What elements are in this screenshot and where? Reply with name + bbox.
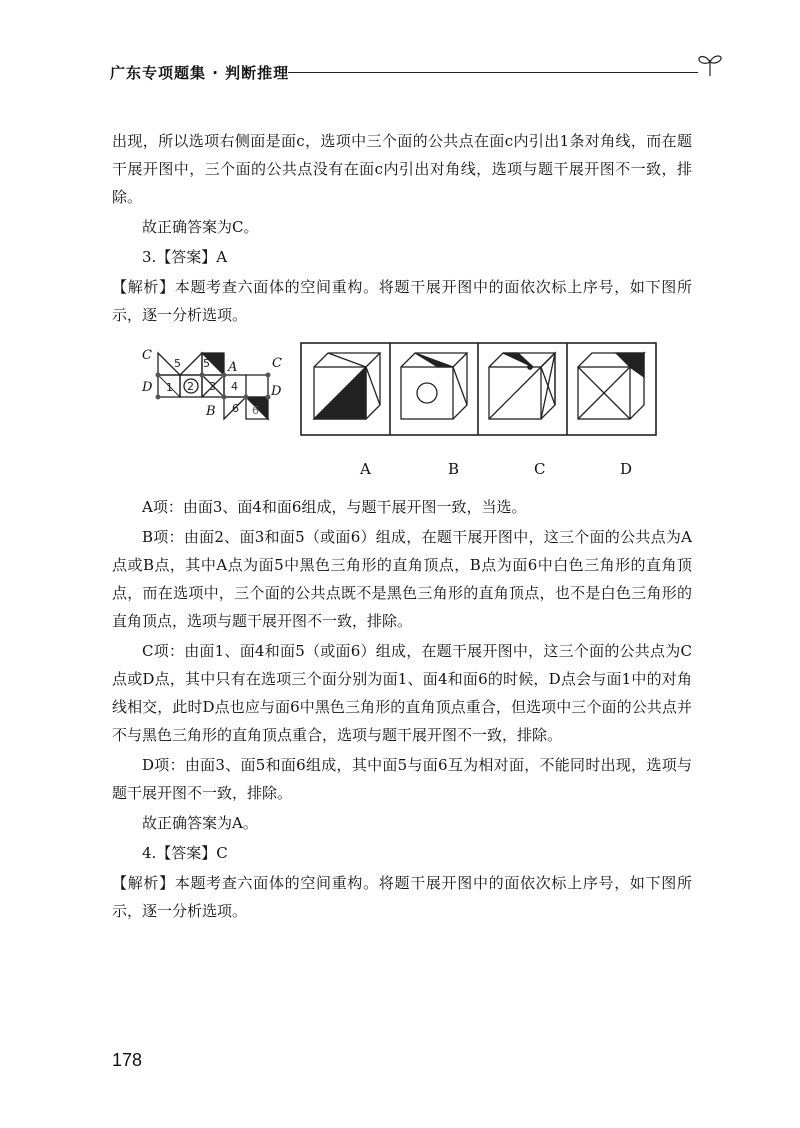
net-face-number: 5 xyxy=(203,357,210,370)
question-3-answer: 3.【答案】A xyxy=(142,248,228,266)
option-c-analysis: C项：由面1、面4和面5（或面6）组成，在题干展开图中，这三个面的公共点为C点或D点，其中只有在选项三个面分别为面1、面4和面6的时候，D点会与面1中的对角线相交，此时D点也应与面6中黑色三角形的直角顶点重合，但选项中三个面的公共点并不与黑色三角形的直角顶点重合，选项与题干展开图不一致，排除。 xyxy=(112,642,692,744)
option-a-analysis: A项：由面3、面4和面6组成，与题干展开图一致，当选。 xyxy=(142,498,527,516)
cube-figure xyxy=(112,337,692,487)
page-content xyxy=(112,127,692,927)
option-labels xyxy=(112,455,692,479)
option-a-cube xyxy=(314,353,380,419)
option-b-cube xyxy=(401,353,467,419)
question-4-analysis: 【解析】本题考查六面体的空间重构。将题干展开图中的面依次标上序号，如下图所示，逐一分析选项。 xyxy=(112,874,692,920)
net-point-label: A xyxy=(228,360,238,375)
net-face-number: 5 xyxy=(174,357,181,370)
question-4-answer: 4.【答案】C xyxy=(142,844,228,862)
header-rule xyxy=(288,72,698,73)
net-face-number: 1 xyxy=(166,381,173,394)
option-label-d: D xyxy=(620,460,633,478)
net-point-label: B xyxy=(206,404,216,419)
leaf-icon xyxy=(695,48,725,78)
answer-line-c: 故正确答案为C。 xyxy=(142,218,259,236)
cube-net-and-options xyxy=(138,337,698,447)
option-label-c: C xyxy=(534,460,546,478)
net-face-number: 2 xyxy=(187,380,194,393)
net-face-number: 3 xyxy=(209,380,216,393)
paragraph-continuation: 出现，所以选项右侧面是面c，选项中三个面的公共点在面c内引出1条对角线，而在题干展开图中，三个面的公共点没有在面c内引出对角线，选项与题干展开图不一致，排除。 xyxy=(112,132,692,206)
net-point-label: D xyxy=(142,380,153,395)
option-label-b: B xyxy=(448,460,460,478)
option-c-cube xyxy=(489,353,555,419)
option-d-analysis: D项：由面3、面5和面6组成，其中面5与面6互为相对面，不能同时出现，选项与题干展开图不一致，排除。 xyxy=(112,756,692,802)
net-face-number: 4 xyxy=(231,380,238,393)
question-3-analysis: 【解析】本题考查六面体的空间重构。将题干展开图中的面依次标上序号，如下图所示，逐一分析选项。 xyxy=(112,278,692,324)
option-label-a: A xyxy=(360,460,371,478)
page-header xyxy=(110,58,720,88)
page-number: 178 xyxy=(112,1050,143,1070)
option-b-analysis: B项：由面2、面3和面5（或面6）组成，在题干展开图中，这三个面的公共点为A点或B点，其中A点为面5中黑色三角形的直角顶点，B点为面6中白色三角形的直角顶点，而在选项中，三个面的公共点既不是黑色三角形的直角顶点，也不是白色三角形的直角顶点，选项与题干展开图不一致，排除。 xyxy=(112,528,692,630)
net-point-label: C xyxy=(142,348,152,363)
net-face-number: 6 xyxy=(232,402,239,415)
net-point-label: D xyxy=(271,384,282,399)
option-d-cube xyxy=(578,353,644,419)
net-face-number: 6 xyxy=(252,404,259,417)
header-title: 广东专项题集 · 判断推理 xyxy=(110,64,290,82)
answer-line-a: 故正确答案为A。 xyxy=(142,814,258,832)
net-point-label: C xyxy=(272,356,282,371)
